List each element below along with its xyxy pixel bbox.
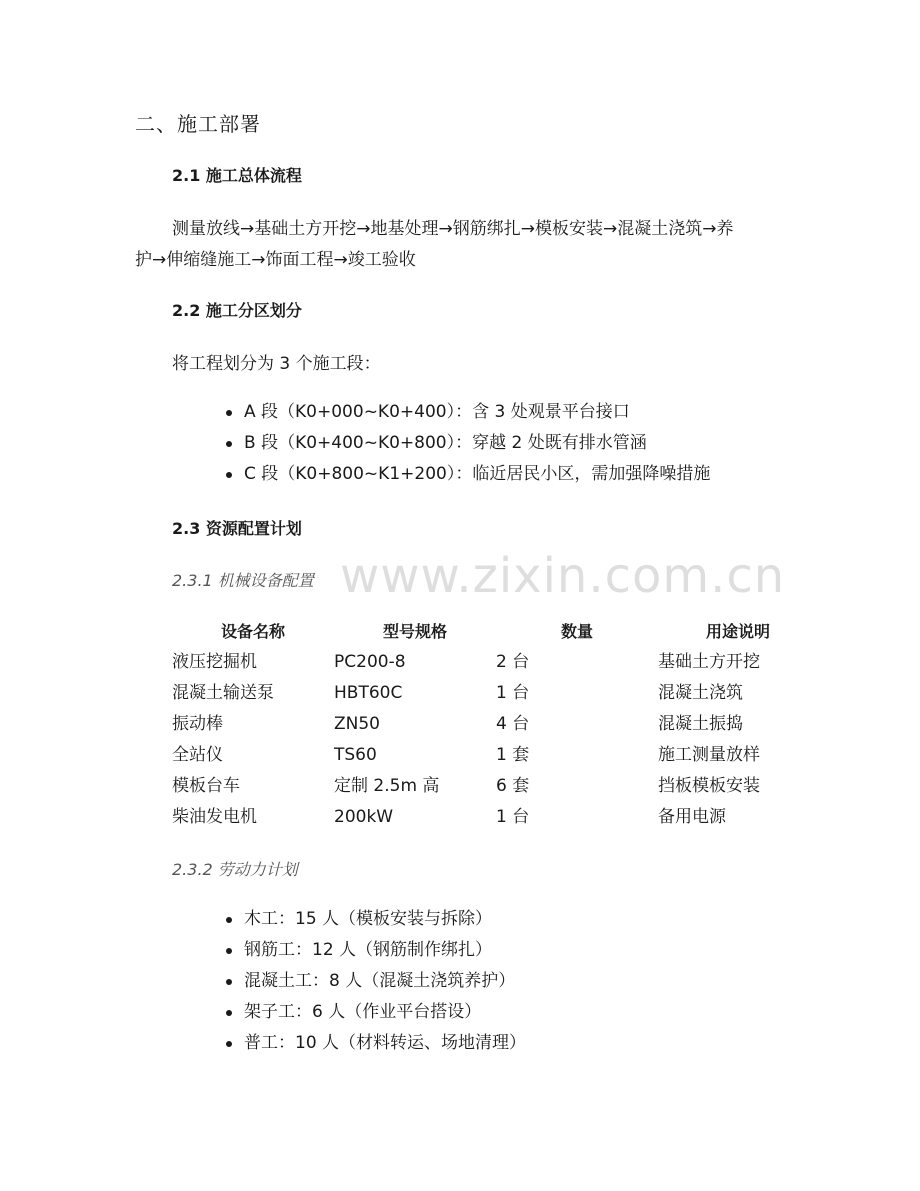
table-row	[172, 771, 818, 802]
table-row	[172, 678, 818, 709]
list-item: 混凝土工：8 人（混凝土浇筑养护）	[226, 966, 526, 997]
list-item: C 段（K0+800~K1+200）：临近居民小区，需加强降噪措施	[226, 459, 710, 490]
table-cell: 定制 2.5m 高	[334, 776, 440, 796]
list-item: 架子工：6 人（作业平台搭设）	[226, 997, 526, 1028]
table-cell: 挡板模板安装	[658, 776, 760, 796]
list-item: 钢筋工：12 人（钢筋制作绑扎）	[226, 935, 526, 966]
table-cell: 混凝土浇筑	[658, 683, 743, 703]
table-cell: 液压挖掘机	[172, 652, 257, 672]
table-row	[172, 740, 818, 771]
table-row	[172, 709, 818, 740]
table-cell: 1 套	[496, 745, 530, 765]
zone-list	[226, 397, 710, 490]
table-cell: 全站仪	[172, 745, 223, 765]
table-cell: 6 套	[496, 776, 530, 796]
table-cell: 1 台	[496, 807, 530, 827]
table-cell: 200kW	[334, 807, 394, 827]
table-cell: 混凝土振捣	[658, 714, 743, 734]
table-cell: PC200-8	[334, 652, 406, 672]
zone-intro: 将工程划分为 3 个施工段：	[172, 354, 381, 374]
list-item: 普工：10 人（材料转运、场地清理）	[226, 1028, 526, 1059]
table-cell: ZN50	[334, 714, 380, 734]
heading-2-2: 2.2 施工分区划分	[172, 301, 302, 320]
heading-2-3: 2.3 资源配置计划	[172, 519, 302, 538]
table-cell: 2 台	[496, 652, 530, 672]
table-cell: 备用电源	[658, 807, 726, 827]
table-header-row	[172, 616, 818, 647]
flow-line-2: 护→伸缩缝施工→饰面工程→竣工验收	[135, 250, 416, 270]
table-cell: 混凝土输送泵	[172, 683, 274, 703]
table-header: 型号规格	[382, 622, 447, 641]
section-title: 二、施工部署	[135, 112, 261, 136]
table-cell: 模板台车	[172, 776, 240, 796]
table-header: 设备名称	[220, 622, 285, 641]
list-item: A 段（K0+000~K0+400）：含 3 处观景平台接口	[226, 397, 710, 428]
labor-list	[226, 904, 526, 1059]
table-cell: 4 台	[496, 714, 530, 734]
table-cell: 施工测量放样	[658, 745, 760, 765]
list-item: 木工：15 人（模板安装与拆除）	[226, 904, 526, 935]
table-row	[172, 802, 818, 833]
list-item: B 段（K0+400~K0+800）：穿越 2 处既有排水管涵	[226, 428, 710, 459]
heading-2-3-1: 2.3.1 机械设备配置	[172, 571, 314, 590]
table-cell: 1 台	[496, 683, 530, 703]
table-header: 数量	[560, 622, 593, 641]
flow-line-1: 测量放线→基础土方开挖→地基处理→钢筋绑扎→模板安装→混凝土浇筑→养	[172, 219, 734, 239]
table-header: 用途说明	[705, 622, 770, 641]
table-cell: 柴油发电机	[172, 807, 257, 827]
table-cell: 基础土方开挖	[658, 652, 760, 672]
heading-2-3-2: 2.3.2 劳动力计划	[172, 860, 298, 879]
table-cell: TS60	[334, 745, 377, 765]
watermark: www.zixin.com.cn	[340, 548, 786, 604]
heading-2-1: 2.1 施工总体流程	[172, 166, 302, 185]
table-cell: HBT60C	[334, 683, 403, 703]
equipment-table	[172, 616, 818, 833]
table-row	[172, 647, 818, 678]
table-cell: 振动棒	[172, 714, 223, 734]
